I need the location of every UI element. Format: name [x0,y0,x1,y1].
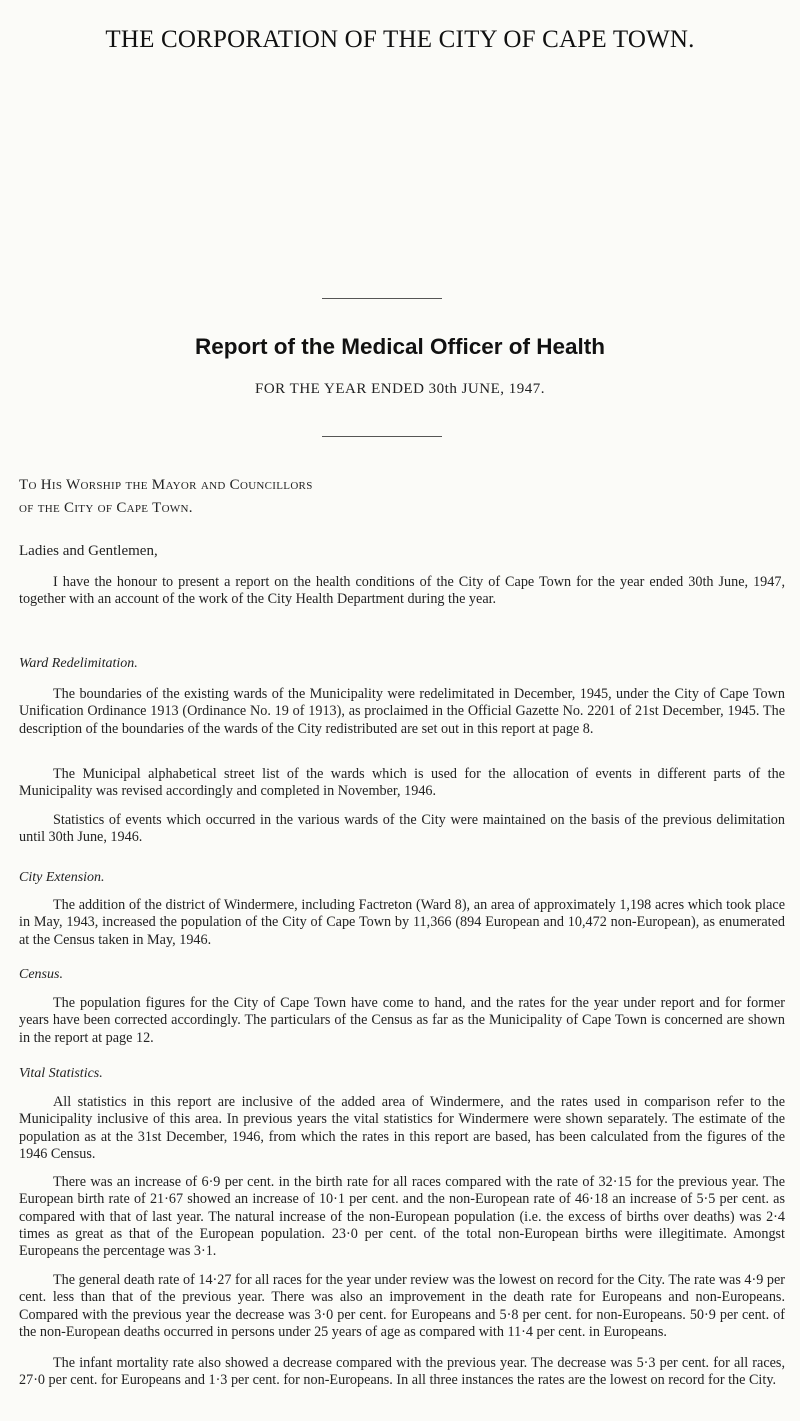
ward-paragraph-2: The Municipal alphabetical street list of the wards which is used for the allocation of events in different parts of the Municipality was revised accordingly and completed in November, 1946. [19,766,785,800]
heading-city-extension: City Extension. [19,870,105,885]
heading-census: Census. [19,967,63,982]
address-line-2: of the City of Cape Town. [19,500,193,516]
address-line-1: To His Worship the Mayor and Councillors [19,477,313,493]
vital-paragraph-2: There was an increase of 6·9 per cent. in the birth rate for all races compared with the rate of 32·15 for the previous year. The European birth rate of 21·67 showed an increase of 10·1 per cent. and the non-European rate of 46·18 an increase of 5·5 per cent. as compared with that of last year. The natural increase of the non-European population (i.e. the excess of births over deaths) was 2·4 times as great as that of the European population. 23·0 per cent. of the total non-European births were illegitimate. Amongst Europeans the percentage was 3·1. [19,1174,785,1260]
corporation-title: THE CORPORATION OF THE CITY OF CAPE TOWN. [105,26,695,53]
salutation: Ladies and Gentlemen, [19,543,158,559]
divider-top [322,298,442,299]
vital-paragraph-1: All statistics in this report are inclusive of the added area of Windermere, and the rates used in comparison refer to the Municipality inclusive of this area. In previous years the vital statistics for Windermere were shown separately. The estimate of the population as at the 31st December, 1946, from which the rates in this report are based, has been calculated from the figures of the 1946 Census. [19,1094,785,1162]
heading-vital-statistics: Vital Statistics. [19,1066,103,1081]
census-paragraph: The population figures for the City of Cape Town have come to hand, and the rates for the year under report and for former years have been corrected accordingly. The particulars of the Census as far as the Municipality of Cape Town is concerned are shown in the report at page 12. [19,995,785,1046]
ward-paragraph-1: The boundaries of the existing wards of the Municipality were redelimitated in December, 1945, under the City of Cape Town Unification Ordinance 1913 (Ordinance No. 19 of 1913), as proclaimed in the Official Gazette No. 2201 of 21st December, 1945. The description of the boundaries of the wards of the City redistributed are set out in this report at page 8. [19,686,785,737]
ward-paragraph-3: Statistics of events which occurred in the various wards of the City were maintained on the basis of the previous delimitation until 30th June, 1946. [19,812,785,846]
heading-ward-redelimitation: Ward Redelimitation. [19,656,138,671]
extension-paragraph: The addition of the district of Windermere, including Factreton (Ward 8), an area of approximately 1,198 acres which took place in May, 1943, increased the population of the City of Cape Town by 11,366 (894 European and 10,472 non-European), as enumerated at the Census taken in May, 1946. [19,897,785,948]
divider-bottom [322,436,442,437]
intro-paragraph: I have the honour to present a report on the health conditions of the City of Cape Town for the year ended 30th June, 1947, together with an account of the work of the City Health Department during the year. [19,574,785,608]
vital-paragraph-4: The infant mortality rate also showed a decrease compared with the previous year. The decrease was 5·3 per cent. for all races, 27·0 per cent. for Europeans and 1·3 per cent. for non-Europeans. In all three instances the rates are the lowest on record for the City. [19,1355,785,1389]
report-title: Report of the Medical Officer of Health [194,334,606,359]
report-subtitle: FOR THE YEAR ENDED 30th JUNE, 1947. [255,381,545,397]
vital-paragraph-3: The general death rate of 14·27 for all races for the year under review was the lowest on record for the City. The rate was 4·9 per cent. less than that of the previous year. There was also an improvement in the death rate for Europeans and non-Europeans. Compared with the previous year the decrease was 3·0 per cent. for Europeans and 5·8 per cent. for non-Europeans. 50·9 per cent. of the non-European deaths occurred in persons under 25 years of age as compared with 11·4 per cent. in Europeans. [19,1272,785,1340]
